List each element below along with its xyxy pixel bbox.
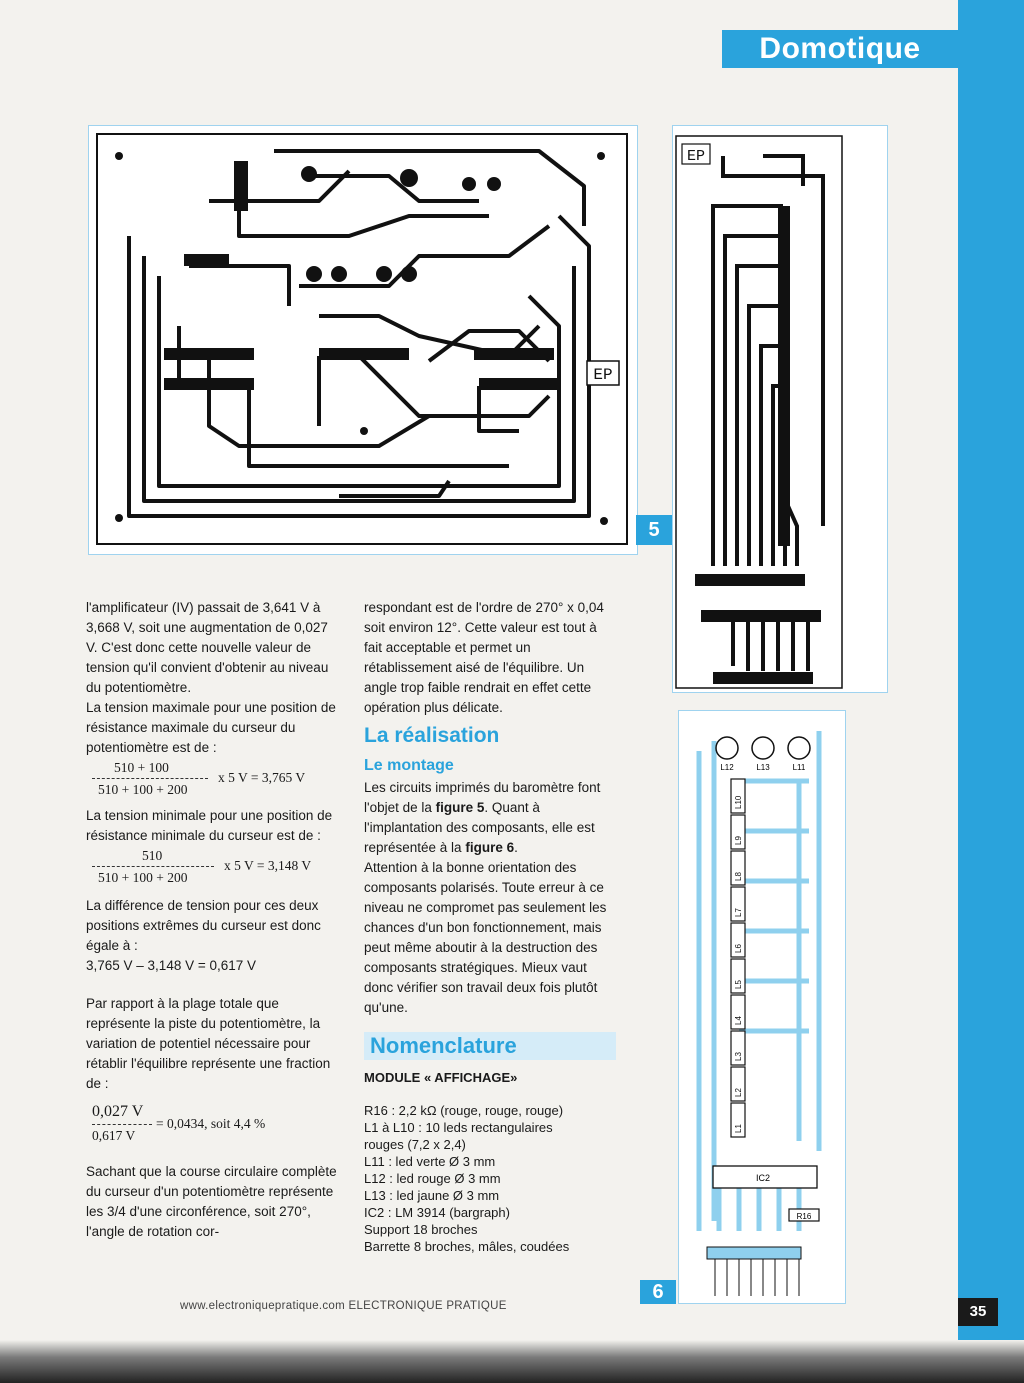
list-item: L12 : led rouge Ø 3 mm	[364, 1171, 501, 1186]
led-label-l9: L9	[734, 836, 743, 845]
led-label-l5: L5	[734, 980, 743, 989]
led-label-l12: L12	[720, 763, 734, 772]
right-color-band	[958, 0, 1024, 1383]
ep-marker-display: EP	[686, 148, 706, 165]
list-item: L13 : led jaune Ø 3 mm	[364, 1188, 500, 1203]
formula-min-result: x 5 V = 3,148 V	[224, 858, 312, 873]
formula-min-numerator: 510	[142, 848, 163, 863]
page-footer: www.electroniquepratique.com ELECTRONIQUE PRATIQUE	[180, 1300, 507, 1312]
list-item: IC2 : LM 3914 (bargraph)	[364, 1205, 510, 1220]
figure-5-label: 5	[636, 515, 672, 545]
left-paragraph-6: Par rapport à la plage totale que représente la piste du potentiomètre, la variation de potentiel nécessaire pour rétablir l'équilibre représente une fraction de :	[86, 996, 331, 1091]
formula-max	[86, 758, 342, 802]
component-layout-drawing	[679, 711, 845, 1303]
left-paragraph-2: La tension maximale pour une position de résistance maximale du curseur du potentiomètre est de :	[86, 700, 336, 755]
left-paragraph-1: l'amplificateur (IV) passait de 3,641 V à 3,668 V, soit une augmentation de 0,027 V. C'est donc cette nouvelle valeur de tension qu'il convient d'obtenir au niveau du potentiomètre.	[86, 600, 329, 695]
ep-marker-main: EP	[593, 366, 613, 384]
list-item: Barrette 8 broches, mâles, coudées	[364, 1239, 570, 1254]
left-column	[86, 598, 342, 1242]
ic2-label: IC2	[755, 1173, 771, 1183]
pcb-main-drawing	[89, 126, 637, 554]
list-item: R16 : 2,2 kΩ (rouge, rouge, rouge)	[364, 1103, 564, 1118]
led-label-l6: L6	[734, 944, 743, 953]
r16-label: R16	[796, 1212, 812, 1221]
pcb-display-drawing	[673, 126, 887, 692]
figure-6-frame	[678, 710, 846, 1304]
led-label-l4: L4	[734, 1016, 743, 1025]
section-title: La réalisation	[364, 724, 500, 747]
nomenclature-list	[364, 1102, 616, 1255]
formula-max-result: x 5 V = 3,765 V	[218, 770, 306, 785]
right-paragraph-1: respondant est de l'ordre de 270° x 0,04 soit environ 12°. Cette valeur est tout à fait acceptable et permet un rétablissement aisé de l'équilibre. Un angle trop faible rendrait en effet cette opération plus délicate.	[364, 600, 604, 715]
figure-6-label: 6	[640, 1280, 676, 1304]
led-label-l7: L7	[734, 908, 743, 917]
nomenclature-subtitle: MODULE « AFFICHAGE»	[364, 1070, 518, 1085]
formula-min-denominator: 510 + 100 + 200	[98, 870, 188, 885]
figure-6-ref: figure 6	[465, 840, 515, 855]
led-label-l13: L13	[756, 763, 770, 772]
list-item: L11 : led verte Ø 3 mm	[364, 1154, 496, 1169]
figure-display-pcb-frame	[672, 125, 888, 693]
led-label-l8: L8	[734, 872, 743, 881]
figure-5-ref: figure 5	[435, 800, 485, 815]
led-label-l11: L11	[792, 763, 806, 772]
formula-fraction	[86, 1102, 342, 1152]
formula-max-denominator: 510 + 100 + 200	[98, 782, 188, 797]
page-number: 35	[958, 1298, 998, 1326]
left-paragraph-5: 3,765 V – 3,148 V = 0,617 V	[86, 958, 257, 973]
list-item: L1 à L10 : 10 leds rectangulaires	[364, 1120, 553, 1135]
right-column	[364, 598, 616, 1255]
figure-5-frame	[88, 125, 638, 555]
formula-min	[86, 846, 342, 890]
formula-fraction-numerator: 0,027 V	[92, 1103, 144, 1120]
left-paragraph-7: Sachant que la course circulaire complète du curseur d'un potentiomètre représente les 3/4 d'une circonférence, soit 270°, l'angle de rotation cor-	[86, 1164, 337, 1239]
left-paragraph-4: La différence de tension pour ces deux positions extrêmes du curseur est donc égale à :	[86, 898, 321, 953]
formula-max-numerator: 510 + 100	[114, 760, 169, 775]
left-paragraph-3: La tension minimale pour une position de résistance minimale du curseur est de :	[86, 808, 333, 843]
nomenclature-title: Nomenclature	[364, 1032, 616, 1060]
subsection-title: Le montage	[364, 757, 454, 774]
bottom-edge-strip	[0, 1340, 1024, 1383]
formula-fraction-denominator: 0,617 V	[92, 1128, 136, 1143]
list-item: Support 18 broches	[364, 1222, 478, 1237]
led-label-l3: L3	[734, 1052, 743, 1061]
list-item: rouges (7,2 x 2,4)	[364, 1137, 466, 1152]
section-header: Domotique	[722, 30, 958, 68]
right-paragraph-2: Les circuits imprimés du baromètre font l'objet de la figure 5. Quant à l'implantation des composants, elle est représentée à la figure 6.	[364, 780, 601, 855]
formula-fraction-result: = 0,0434, soit 4,4 %	[156, 1116, 266, 1131]
led-label-l1: L1	[734, 1124, 743, 1133]
right-paragraph-3: Attention à la bonne orientation des composants polarisés. Toute erreur à ce niveau ne compromet pas seulement les chances d'un bon fonctionnement, mais peut même aboutir à la destruction des composants stratégiques. Mieux vaut donc vérifier son travail deux fois plutôt qu'une.	[364, 860, 607, 1015]
led-label-l2: L2	[734, 1088, 743, 1097]
led-label-l10: L10	[734, 795, 743, 809]
